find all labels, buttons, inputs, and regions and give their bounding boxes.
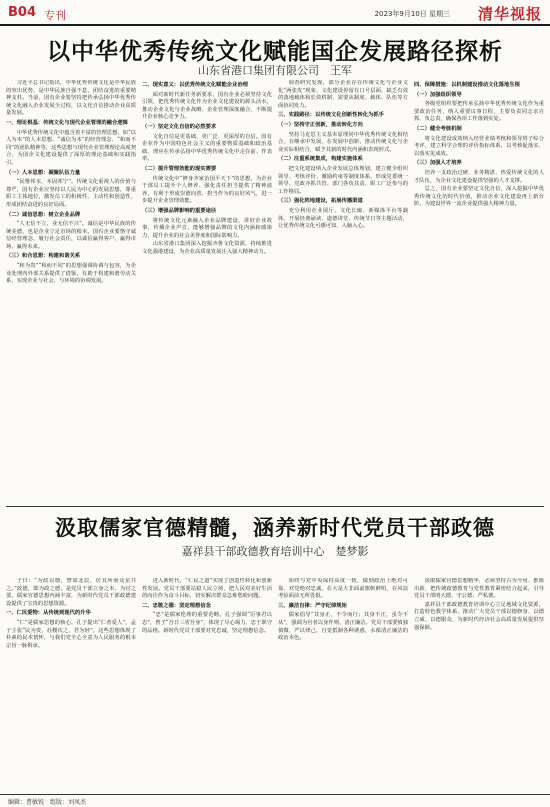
paragraph: 习近平总书记指出，中华优秀传统文化是中华民族的突出优势，是中华民族自强不息、团结奋进的重要精神支柱。当前，国有企业要坚持把传承弘扬中华优秀传统文化融入企业发展全过程，以文化自信推动企业高质量发展。	[6, 80, 136, 117]
subheading: （一）人本思想：凝聚队伍力量	[6, 169, 81, 176]
section-name: 专刊	[44, 9, 66, 22]
paragraph: 把文化建设纳入企业发展总体规划，建立健全组织领导、考核评价、激励约束等制度体系，形成党委统一领导、党政齐抓共管、部门各负其责、职工广泛参与的工作格局。	[278, 165, 408, 195]
paragraph: “忠”是儒家伦理的重要范畴。孔子强调“臣事君以忠”，曾子“吾日三省吾身”，体现了尽心竭力、忠于职守的品格。新时代党员干部要对党忠诚，坚定理想信念。	[142, 612, 272, 634]
paragraph: 始终与党中央保持高度一致，做到政治上绝对可靠、对党绝对忠诚，在大是大非面前旗帜鲜明，在风浪考验面前无所畏惧。	[278, 578, 408, 600]
subheading: （二）诚信思想：树立企业品牌	[6, 211, 81, 218]
paragraph: 山东省港口集团深入挖掘齐鲁文化资源，持续推进文化强港建设，为企业高质量发展注入强大精神动力。	[142, 241, 272, 255]
paragraph: “和为贵”“和而不同”的思想强调协调与包容，为企业处理内外部关系提供了借鉴，有助于构建和谐劳动关系，实现企业与社会、与环境的协调发展。	[6, 263, 136, 285]
subheading: （一）加强组织领导	[414, 91, 462, 98]
subheading: （一）坚定文化自信的必然要求	[142, 123, 217, 130]
paragraph: 传统文化中“修身齐家治国平天下”的思想，为企业干部员工提升个人修养、强化责任担当提供了精神滋养，有利于形成崇德向善、担当作为的良好风气，进一步提升企业管理效能。	[142, 175, 272, 205]
paragraph: 文化自信是更基础、更广泛、更深厚的自信。国有企业作为中国特色社会主义的重要物质基础和政治基础，理应在传承弘扬中华优秀传统文化中走在前、作表率。	[142, 133, 272, 163]
paragraph: “人无信不立，业无信不兴”。诚信是中华民族的传统美德，也是企业立足市场的根本。国有企业要恪守诚信经营理念，履行社会责任，以诚信赢得客户、赢得市场、赢得未来。	[6, 221, 136, 250]
subheading: 一、仁民爱物：从传统到现代的升华	[6, 610, 91, 617]
article1-column	[278, 80, 408, 502]
section-divider	[6, 506, 544, 507]
subheading: （三）加强人才培养	[414, 160, 462, 167]
issue-date: 2023年9月10日 星期三	[374, 10, 450, 18]
paragraph: 总之，国有企业要坚定文化自信，深入挖掘中华优秀传统文化的时代价值，推动企业文化建设再上新台阶，为建设世界一流企业提供强大精神力量。	[414, 186, 544, 208]
paragraph: “仁”是儒家思想的核心。孔子提出“仁者爱人”，孟子主张“民为贵，社稷次之，君为轻”，这些思想体现了朴素的民本情怀，与我们党全心全意为人民服务的根本宗旨一脉相承。	[6, 619, 136, 649]
article1-body	[6, 80, 544, 502]
article2-byline: 嘉祥县干部政德教育培训中心 楚梦影	[181, 545, 369, 558]
paragraph: 坚持马克思主义基本原理同中华优秀传统文化相结合，在继承中发展、在发展中创新，推动传统文化与企业实际相结合，赋予其新的时代内涵和表现形式。	[278, 131, 408, 153]
paragraph: 培养一支政治过硬、业务精湛、热爱传统文化的人才队伍，为企业文化建设提供坚强的人才支撑。	[414, 169, 544, 184]
paragraph: 进入新时代，“仁民之道”实现了创造性转化和创新性发展。党员干部要站稳人民立场，把人民对美好生活的向往作为奋斗目标，切实解决群众急难愁盼问题。	[142, 578, 272, 600]
subheading: （二）注重系统集成，构建实施体系	[278, 156, 363, 163]
paragraph: 中华优秀传统文化中蕴含着丰富的管理思想，如“以人为本”的人本思想、“诚信为本”的经营理念、“和而不同”的团队精神等，这些思想与现代企业管理理论高度契合，为国企文化建设提供了深厚的理论基础和实践指引。	[6, 129, 136, 166]
article2-body	[6, 578, 544, 788]
subheading: （二）提升管理效能的现实需要	[142, 165, 217, 172]
subheading: 三、实践路径：以传统文化创新性转化为抓手	[278, 112, 384, 119]
subheading: 三、廉洁自律：严守纪律规矩	[278, 602, 347, 609]
article2-column	[278, 578, 408, 788]
paragraph: 子曰：“为政以德，譬如北辰，居其所而众星共之。”政德，即为政之德，是党员干部立身之本、为官之要。儒家官德思想内涵丰富，为新时代党员干部政德建设提供了宝贵的思想资源。	[6, 578, 136, 607]
article2-column	[414, 578, 544, 788]
paragraph: 汲取儒家官德思想精华，必须坚持古为今用、推陈出新，把传统政德教育与党性教育紧密结合起来，引导党员干部明大德、守公德、严私德。	[414, 578, 544, 600]
article2-headline: 汲取儒家官德精髓，涵养新时代党员干部政德	[55, 516, 495, 540]
paragraph: 充分利用企业展厅、文化长廊、新媒体平台等载体，开展经典诵读、道德讲堂、传统节日等主题活动，让优秀传统文化可感可知、入脑入心。	[278, 207, 408, 230]
paragraph: 将文化建设成效纳入经营业绩考核和领导班子综合考评，建立科学合理的评价指标体系，以考核促落实、以落实见成效。	[414, 135, 544, 157]
paragraph: 嘉祥县干部政德教育培训中心立足地域文化资源，打造特色教学体系，推动广大党员干部以德修身、以德立威、以德服众，为新时代经济社会高质量发展提供坚强保障。	[414, 601, 544, 631]
masthead	[0, 0, 550, 26]
page-footer	[0, 794, 550, 807]
article2-column	[6, 578, 136, 788]
subheading: 二、现实意义：以优秀传统文化赋能企业治理	[142, 82, 248, 88]
subheading: （三）增强品牌影响的重要途径	[142, 207, 217, 214]
paragraph: “民惟邦本，本固邦宁”。传统文化重视人的价值与尊严，国有企业应坚持以人民为中心的发展思想，尊重职工主体地位，激发员工的积极性、主动性和创造性，形成团结奋进的良好局面。	[6, 179, 136, 208]
paragraph: 面对新时代新任务新要求，国有企业必须坚持文化引领，把优秀传统文化作为企业文化建设的源头活水，推动企业文化与企业战略、企业管理深度融合，不断提升企业核心竞争力。	[142, 91, 272, 121]
newspaper-logo: 清华视报	[477, 5, 542, 23]
paragraph: 各级党组织要把传承弘扬中华优秀传统文化作为重要政治任务，纳入重要议事日程，主要负责同志亲自抓、负总责，确保各项工作落到实处。	[414, 101, 544, 123]
editor-credit: 编辑：曹敏锐 组版：刘凤杰	[8, 799, 87, 806]
page-number: B04	[8, 5, 36, 20]
subheading: （三）强化阵地建设，拓展传播渠道	[278, 198, 363, 205]
article1-column	[6, 80, 136, 502]
subheading: 一、理论根基：传统文化与现代企业管理的融合逻辑	[6, 119, 128, 126]
subheading: （一）坚持守正创新，推动转化方向	[278, 121, 363, 128]
paragraph: 儒家倡导“其身正，不令而行；其身不正，虽令不从”，强调为官者以身作则、清正廉洁。党员干部要慎独慎微、严以律己，自觉抵制各种诱惑，永葆清正廉洁的政治本色。	[278, 612, 408, 642]
article1-column	[414, 80, 544, 502]
paragraph: 调查研究发现，部分企业存在传统文化与企业文化“两张皮”现象，文化建设停留在口号层面，缺乏有效的落地载体和长效机制，需要从制度、载体、队伍等方面协同发力。	[278, 80, 408, 109]
article1-byline: 山东省港口集团有限公司 王军	[198, 64, 352, 77]
subheading: 四、保障措施：以机制建设推动文化落地生根	[414, 82, 520, 88]
paragraph: 将传统文化元素融入企业品牌建设，讲好企业故事，传播企业声音，能够增强品牌的文化内涵和感染力，提升企业的社会美誉度和国际影响力。	[142, 217, 272, 239]
subheading: （二）健全考核机制	[414, 125, 462, 132]
subheading: 二、忠敬之德：坚定理想信念	[142, 602, 211, 609]
subheading: （三）和合思想：构建和谐关系	[6, 253, 81, 260]
article1-column	[142, 80, 272, 502]
article2-column	[142, 578, 272, 788]
article1-headline: 以中华优秀传统文化赋能国企发展路径探析	[47, 39, 503, 65]
